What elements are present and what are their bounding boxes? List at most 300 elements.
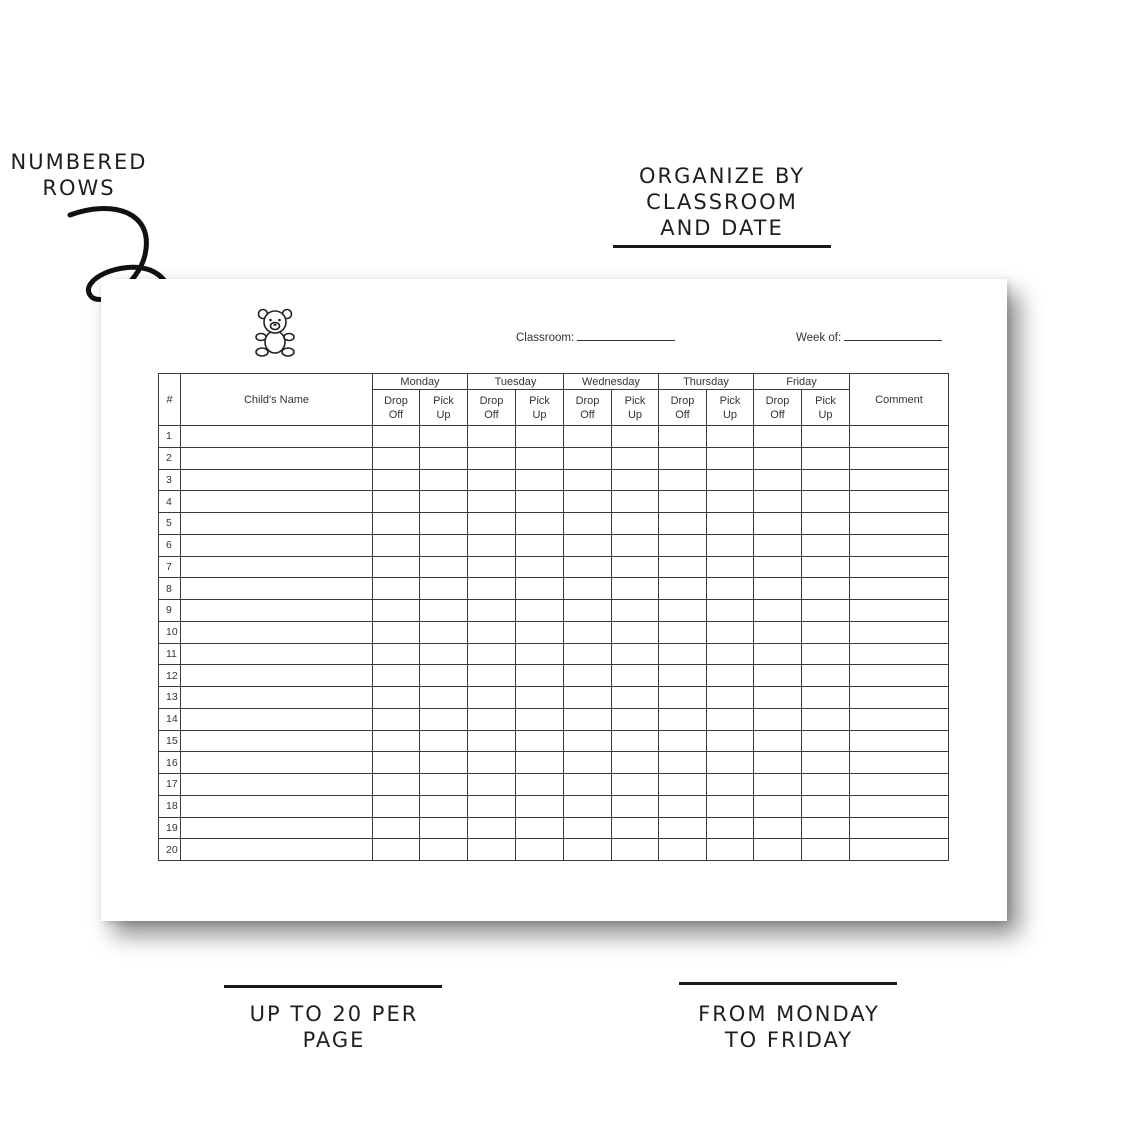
pick-up-cell[interactable] [707,795,754,817]
drop-off-cell[interactable] [754,730,802,752]
drop-off-cell[interactable] [659,556,707,578]
drop-off-cell[interactable] [468,795,516,817]
drop-off-cell[interactable] [468,708,516,730]
pick-up-cell[interactable] [420,556,468,578]
pick-up-cell[interactable] [612,578,659,600]
pick-up-cell[interactable] [612,469,659,491]
pick-up-cell[interactable] [707,774,754,796]
drop-off-header [373,390,420,426]
table-row [159,447,949,469]
drop-off-cell[interactable] [754,447,802,469]
pick-up-cell[interactable] [802,578,850,600]
drop-off-cell[interactable] [754,513,802,535]
callout-organize [612,163,832,241]
pick-up-cell[interactable] [420,534,468,556]
pick-up-header-line: Up [818,408,833,421]
pick-up-cell[interactable] [516,839,564,861]
drop-off-cell[interactable] [754,491,802,513]
table-row [159,600,949,622]
pick-up-cell[interactable] [420,839,468,861]
row-number: 6 [159,534,181,556]
pick-up-cell[interactable] [420,491,468,513]
child-name-cell[interactable] [181,600,373,622]
child-name-cell[interactable] [181,491,373,513]
drop-off-cell[interactable] [564,817,612,839]
drop-off-cell[interactable] [373,469,420,491]
pick-up-cell[interactable] [420,774,468,796]
child-name-cell[interactable] [181,534,373,556]
pick-up-cell[interactable] [802,687,850,709]
drop-off-cell[interactable] [468,578,516,600]
drop-off-cell[interactable] [564,578,612,600]
pick-up-cell[interactable] [802,795,850,817]
drop-off-cell[interactable] [564,491,612,513]
pick-up-cell[interactable] [707,491,754,513]
drop-off-cell[interactable] [564,600,612,622]
child-name-cell[interactable] [181,795,373,817]
table-row [159,708,949,730]
pick-up-cell[interactable] [612,556,659,578]
comment-cell[interactable] [850,469,949,491]
child-name-cell[interactable] [181,621,373,643]
drop-off-cell[interactable] [373,600,420,622]
drop-off-cell[interactable] [468,817,516,839]
drop-off-cell[interactable] [373,708,420,730]
table-row [159,839,949,861]
comment-cell[interactable] [850,774,949,796]
pick-up-cell[interactable] [612,665,659,687]
pick-up-cell[interactable] [707,687,754,709]
pick-up-cell[interactable] [612,730,659,752]
pick-up-cell[interactable] [516,513,564,535]
drop-off-cell[interactable] [754,839,802,861]
drop-off-cell[interactable] [564,556,612,578]
drop-off-cell[interactable] [564,774,612,796]
pick-up-cell[interactable] [516,621,564,643]
pick-up-cell[interactable] [516,556,564,578]
comment-cell[interactable] [850,491,949,513]
pick-up-cell[interactable] [516,795,564,817]
drop-off-cell[interactable] [754,795,802,817]
pick-up-cell[interactable] [420,621,468,643]
row-number: 2 [159,447,181,469]
pick-up-header-line: Pick [815,394,836,407]
child-name-cell[interactable] [181,556,373,578]
drop-off-cell[interactable] [468,491,516,513]
drop-off-header [754,390,802,426]
drop-off-cell[interactable] [468,426,516,448]
drop-off-cell[interactable] [754,426,802,448]
drop-off-cell[interactable] [468,687,516,709]
row-number: 7 [159,556,181,578]
child-name-cell[interactable] [181,687,373,709]
pick-up-cell[interactable] [420,447,468,469]
pick-up-cell[interactable] [707,534,754,556]
child-name-cell[interactable] [181,708,373,730]
drop-off-cell[interactable] [659,708,707,730]
pick-up-cell[interactable] [707,426,754,448]
child-name-cell[interactable] [181,774,373,796]
week-blank[interactable] [844,329,942,341]
drop-off-cell[interactable] [373,752,420,774]
pick-up-cell[interactable] [420,513,468,535]
pick-up-cell[interactable] [707,621,754,643]
pick-up-cell[interactable] [516,643,564,665]
row-number: 4 [159,491,181,513]
pick-up-cell[interactable] [802,817,850,839]
row-number: 19 [159,817,181,839]
table-row [159,534,949,556]
pick-up-cell[interactable] [612,513,659,535]
pick-up-header [707,390,754,426]
pick-up-cell[interactable] [802,621,850,643]
pick-up-cell[interactable] [802,426,850,448]
drop-off-cell[interactable] [468,469,516,491]
pick-up-cell[interactable] [612,621,659,643]
child-name-cell[interactable] [181,426,373,448]
drop-off-cell[interactable] [373,730,420,752]
drop-off-cell[interactable] [468,752,516,774]
drop-off-cell[interactable] [754,534,802,556]
drop-off-cell[interactable] [373,795,420,817]
table-row [159,469,949,491]
drop-off-cell[interactable] [659,426,707,448]
child-name-cell[interactable] [181,469,373,491]
pick-up-cell[interactable] [420,600,468,622]
pick-up-cell[interactable] [707,513,754,535]
pick-up-cell[interactable] [612,795,659,817]
row-number: 20 [159,839,181,861]
pick-up-cell[interactable] [516,447,564,469]
drop-off-cell[interactable] [373,447,420,469]
drop-off-cell[interactable] [659,817,707,839]
table-row [159,817,949,839]
attendance-table [158,373,949,861]
pick-up-cell[interactable] [707,665,754,687]
pick-up-cell[interactable] [516,687,564,709]
drop-off-cell[interactable] [373,578,420,600]
pick-up-cell[interactable] [612,600,659,622]
pick-up-cell[interactable] [612,817,659,839]
comment-cell[interactable] [850,752,949,774]
table-row [159,513,949,535]
drop-off-cell[interactable] [468,643,516,665]
comment-cell[interactable] [850,426,949,448]
pick-up-cell[interactable] [707,730,754,752]
pick-up-cell[interactable] [707,447,754,469]
drop-off-cell[interactable] [564,643,612,665]
drop-off-cell[interactable] [754,752,802,774]
drop-off-cell[interactable] [564,665,612,687]
drop-off-cell[interactable] [754,621,802,643]
table-row [159,795,949,817]
drop-off-cell[interactable] [564,752,612,774]
drop-off-cell[interactable] [659,774,707,796]
drop-off-cell[interactable] [373,491,420,513]
drop-off-cell[interactable] [468,513,516,535]
callout-line: UP TO 20 PER [249,1002,419,1026]
pick-up-header [802,390,850,426]
pick-up-cell[interactable] [612,534,659,556]
pick-up-cell[interactable] [516,469,564,491]
drop-off-cell[interactable] [659,752,707,774]
drop-off-cell[interactable] [659,513,707,535]
drop-off-cell[interactable] [659,491,707,513]
pick-up-cell[interactable] [516,774,564,796]
drop-off-cell[interactable] [468,774,516,796]
drop-off-cell[interactable] [373,534,420,556]
pick-up-cell[interactable] [516,426,564,448]
drop-off-cell[interactable] [659,578,707,600]
comment-cell[interactable] [850,817,949,839]
drop-off-header-line: Off [388,408,404,421]
pick-up-cell[interactable] [420,687,468,709]
pick-up-cell[interactable] [420,578,468,600]
callout-line: TO FRIDAY [724,1028,854,1052]
drop-off-cell[interactable] [564,730,612,752]
drop-off-cell[interactable] [564,839,612,861]
classroom-field [516,329,675,344]
pick-up-cell[interactable] [802,665,850,687]
pick-up-cell[interactable] [516,817,564,839]
table-row [159,491,949,513]
divider [679,982,897,985]
comment-cell[interactable] [850,621,949,643]
pick-up-cell[interactable] [802,774,850,796]
drop-off-header-line: Off [484,408,499,421]
drop-off-cell[interactable] [659,447,707,469]
comment-cell[interactable] [850,578,949,600]
drop-off-cell[interactable] [468,534,516,556]
pick-up-cell[interactable] [802,534,850,556]
drop-off-cell[interactable] [468,730,516,752]
drop-off-cell[interactable] [373,687,420,709]
child-name-cell[interactable] [181,730,373,752]
drop-off-cell[interactable] [659,643,707,665]
drop-off-cell[interactable] [373,774,420,796]
pick-up-cell[interactable] [707,839,754,861]
drop-off-header-line: Drop [765,394,790,407]
drop-off-cell[interactable] [468,665,516,687]
comment-cell[interactable] [850,730,949,752]
child-name-cell[interactable] [181,578,373,600]
pick-up-cell[interactable] [420,426,468,448]
comment-cell[interactable] [850,708,949,730]
row-number: 13 [159,687,181,709]
row-number: 9 [159,600,181,622]
drop-off-header-line: Drop [670,394,695,407]
row-number: 12 [159,665,181,687]
child-name-cell[interactable] [181,839,373,861]
drop-off-cell[interactable] [754,817,802,839]
drop-off-cell[interactable] [754,687,802,709]
child-name-cell[interactable] [181,817,373,839]
drop-off-cell[interactable] [468,600,516,622]
drop-off-cell[interactable] [754,665,802,687]
pick-up-cell[interactable] [802,708,850,730]
pick-up-cell[interactable] [612,687,659,709]
table-row [159,687,949,709]
drop-off-cell[interactable] [373,839,420,861]
pick-up-cell[interactable] [420,752,468,774]
day-header: Wednesday [564,374,659,390]
pick-up-cell[interactable] [420,665,468,687]
table-row [159,621,949,643]
pick-up-cell[interactable] [516,534,564,556]
pick-up-cell[interactable] [707,556,754,578]
drop-off-cell[interactable] [754,708,802,730]
pick-up-cell[interactable] [612,708,659,730]
pick-up-cell[interactable] [612,752,659,774]
drop-off-cell[interactable] [468,556,516,578]
pick-up-cell[interactable] [802,752,850,774]
pick-up-header [420,390,468,426]
row-number: 1 [159,426,181,448]
pick-up-header-line: Pick [433,394,454,407]
day-header: Thursday [659,374,754,390]
pick-up-header-line: Pick [529,394,550,407]
child-name-cell[interactable] [181,752,373,774]
pick-up-cell[interactable] [802,513,850,535]
pick-up-cell[interactable] [707,817,754,839]
drop-off-cell[interactable] [564,426,612,448]
pick-up-header [516,390,564,426]
table-row [159,578,949,600]
comment-header: Comment [850,374,949,426]
comment-cell[interactable] [850,795,949,817]
comment-cell[interactable] [850,447,949,469]
row-number: 14 [159,708,181,730]
comment-cell[interactable] [850,665,949,687]
pick-up-cell[interactable] [802,600,850,622]
comment-cell[interactable] [850,687,949,709]
pick-up-cell[interactable] [420,643,468,665]
classroom-blank[interactable] [577,329,675,341]
pick-up-cell[interactable] [707,469,754,491]
day-header: Tuesday [468,374,564,390]
comment-cell[interactable] [850,839,949,861]
child-name-cell[interactable] [181,665,373,687]
row-number: 3 [159,469,181,491]
pick-up-cell[interactable] [707,708,754,730]
pick-up-cell[interactable] [516,665,564,687]
drop-off-cell[interactable] [564,687,612,709]
drop-off-cell[interactable] [754,643,802,665]
pick-up-cell[interactable] [802,730,850,752]
table-row [159,426,949,448]
pick-up-cell[interactable] [516,730,564,752]
drop-off-cell[interactable] [564,513,612,535]
drop-off-cell[interactable] [373,513,420,535]
drop-off-header [564,390,612,426]
drop-off-cell[interactable] [754,469,802,491]
pick-up-cell[interactable] [802,447,850,469]
pick-up-cell[interactable] [612,491,659,513]
drop-off-cell[interactable] [373,665,420,687]
pick-up-cell[interactable] [707,578,754,600]
drop-off-cell[interactable] [659,665,707,687]
drop-off-cell[interactable] [468,447,516,469]
comment-cell[interactable] [850,643,949,665]
pick-up-header-line: Up [532,408,547,421]
pick-up-cell[interactable] [707,643,754,665]
pick-up-cell[interactable] [612,839,659,861]
child-name-cell[interactable] [181,513,373,535]
row-number: 16 [159,752,181,774]
drop-off-cell[interactable] [659,621,707,643]
pick-up-cell[interactable] [707,600,754,622]
drop-off-cell[interactable] [373,817,420,839]
drop-off-cell[interactable] [564,469,612,491]
drop-off-cell[interactable] [659,469,707,491]
drop-off-header [659,390,707,426]
pick-up-cell[interactable] [420,795,468,817]
drop-off-cell[interactable] [468,839,516,861]
drop-off-cell[interactable] [468,621,516,643]
drop-off-cell[interactable] [659,534,707,556]
drop-off-cell[interactable] [564,795,612,817]
pick-up-cell[interactable] [516,491,564,513]
pick-up-cell[interactable] [802,556,850,578]
row-number: 8 [159,578,181,600]
drop-off-cell[interactable] [659,795,707,817]
drop-off-header-line: Off [580,408,595,421]
pick-up-cell[interactable] [612,426,659,448]
pick-up-cell[interactable] [420,469,468,491]
pick-up-cell[interactable] [802,469,850,491]
drop-off-cell[interactable] [373,426,420,448]
pick-up-header-line: Up [627,408,643,421]
drop-off-cell[interactable] [754,556,802,578]
comment-cell[interactable] [850,513,949,535]
child-name-cell[interactable] [181,447,373,469]
drop-off-cell[interactable] [373,556,420,578]
pick-up-cell[interactable] [802,839,850,861]
pick-up-cell[interactable] [420,730,468,752]
day-header: Friday [754,374,850,390]
pick-up-cell[interactable] [802,491,850,513]
pick-up-cell[interactable] [612,643,659,665]
comment-cell[interactable] [850,534,949,556]
drop-off-cell[interactable] [564,621,612,643]
pick-up-cell[interactable] [420,708,468,730]
comment-cell[interactable] [850,556,949,578]
pick-up-cell[interactable] [707,752,754,774]
drop-off-cell[interactable] [754,578,802,600]
drop-off-cell[interactable] [564,708,612,730]
drop-off-cell[interactable] [373,643,420,665]
drop-off-cell[interactable] [564,447,612,469]
pick-up-cell[interactable] [420,817,468,839]
child-name-cell[interactable] [181,643,373,665]
pick-up-cell[interactable] [516,752,564,774]
pick-up-cell[interactable] [516,708,564,730]
drop-off-cell[interactable] [564,534,612,556]
pick-up-cell[interactable] [802,643,850,665]
pick-up-cell[interactable] [612,774,659,796]
pick-up-cell[interactable] [516,600,564,622]
drop-off-cell[interactable] [754,600,802,622]
drop-off-cell[interactable] [373,621,420,643]
drop-off-cell[interactable] [659,600,707,622]
comment-cell[interactable] [850,600,949,622]
drop-off-cell[interactable] [659,839,707,861]
pick-up-cell[interactable] [612,447,659,469]
pick-up-cell[interactable] [516,578,564,600]
drop-off-cell[interactable] [659,687,707,709]
drop-off-cell[interactable] [659,730,707,752]
drop-off-cell[interactable] [754,774,802,796]
